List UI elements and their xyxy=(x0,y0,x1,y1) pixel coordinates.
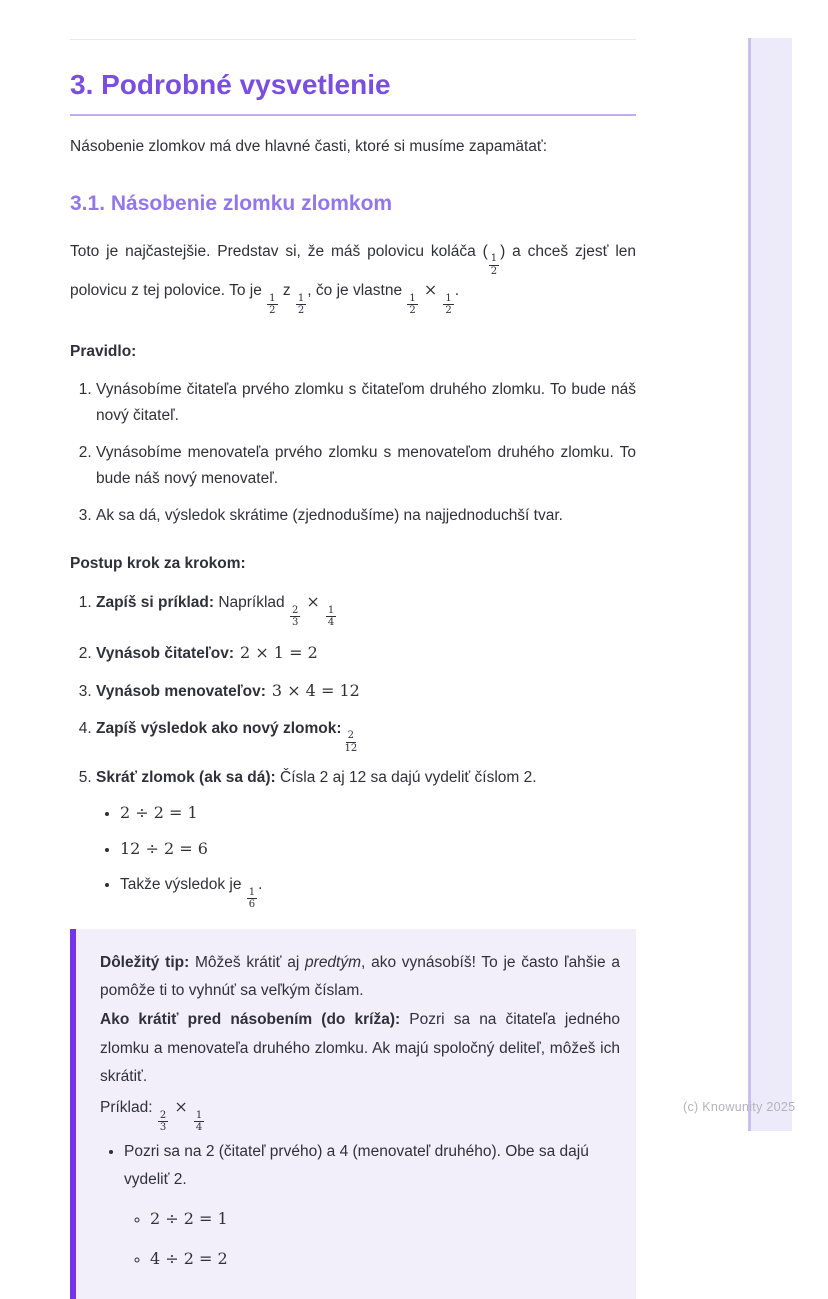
text-run: z xyxy=(278,282,295,300)
watermark: (c) Knowunity 2025 xyxy=(683,1100,796,1114)
tip-paragraph xyxy=(100,1006,620,1092)
text-run: Vynásobíme čitateľa prvého zlomku s čitateľom druhého zlomku. To bude náš nový čitateľ. xyxy=(96,380,636,424)
text-run: Vynásobíme menovateľa prvého zlomku s menovateľom druhého zlomku. To bude náš nový menovateľ. xyxy=(96,443,636,488)
top-divider xyxy=(70,39,636,40)
step-label: Vynásob čitateľov: xyxy=(96,644,235,662)
list-item xyxy=(120,872,636,911)
tip-example-line xyxy=(100,1092,620,1134)
fraction-one-half: $\frac{1}{2}$ xyxy=(490,253,498,277)
math-expression: 3 × 4 = 12 xyxy=(271,680,360,700)
list-item xyxy=(150,1244,620,1275)
step-label: Zapíš výsledok ako nový zlomok: xyxy=(96,719,342,737)
fraction-one-half: $\frac{1}{2}$ xyxy=(409,292,416,317)
text-run: Môžeš krátiť aj xyxy=(189,953,306,971)
text-run: Napríklad xyxy=(214,594,289,612)
math-expression: 12 ÷ 2 = 6 xyxy=(120,839,208,859)
steps-label: Postup krok za krokom: xyxy=(70,555,246,573)
tip-label: Ako krátiť pred násobením (do kríža): xyxy=(100,1011,401,1029)
fraction-two-thirds: $\frac{2}{3}$ xyxy=(291,604,299,629)
tip-sublist xyxy=(124,1204,620,1274)
step-item xyxy=(96,640,636,667)
text-run: , čo je vlastne xyxy=(307,282,407,300)
page-title: 3. Podrobné vysvetlenie xyxy=(70,68,636,116)
fraction-one-quarter: $\frac{1}{4}$ xyxy=(327,604,335,629)
step-item xyxy=(96,678,636,705)
step5-sublist xyxy=(96,800,636,911)
rules-list xyxy=(70,377,636,529)
times-sign: × xyxy=(418,280,443,300)
math-expression: 2 ÷ 2 = 1 xyxy=(120,803,198,823)
text-run: Ak sa dá, výsledok skrátime (zjednodušíme) na najjednoduchší tvar. xyxy=(96,507,563,525)
times-sign: × xyxy=(301,592,325,612)
fraction-one-half: $\frac{1}{2}$ xyxy=(445,292,452,317)
rule-label: Pravidlo: xyxy=(70,342,137,360)
text-run: Toto je najčastejšie. Predstav si, že máš polovicu koláča ( xyxy=(70,242,488,260)
times-sign: × xyxy=(169,1097,193,1117)
text-run: . xyxy=(454,282,460,300)
text-run: Takže výsledok je xyxy=(120,876,246,894)
tip-paragraph xyxy=(100,949,620,1006)
step-label: Zapíš si príklad: xyxy=(96,594,215,612)
math-expression: 4 ÷ 2 = 2 xyxy=(150,1248,228,1268)
section-title: 3.1. Násobenie zlomku zlomkom xyxy=(70,191,393,215)
steps-list xyxy=(70,589,636,911)
list-item xyxy=(96,440,636,492)
tip-label: Dôležitý tip: xyxy=(100,953,190,971)
math-expression: 2 × 1 = 2 xyxy=(240,642,318,662)
intro-paragraph: Násobenie zlomkov má dve hlavné časti, ktoré si musíme zapamätať: xyxy=(70,137,548,155)
math-expression: 2 ÷ 2 = 1 xyxy=(150,1208,228,1228)
list-item xyxy=(120,800,636,827)
document-page xyxy=(70,0,636,1299)
text-run: , ako vynásobíš! To je často ľahšie a pomôže ti to vyhnúť sa veľkým číslam. xyxy=(100,953,620,1000)
text-run: Čísla 2 aj 12 sa dajú vydeliť číslom 2. xyxy=(275,769,537,787)
side-page-strip xyxy=(748,38,792,1131)
list-item xyxy=(150,1204,620,1235)
list-item xyxy=(96,377,636,429)
fraction-two-twelfths: $\frac{2}{12}$ xyxy=(344,730,358,754)
fraction-one-half: $\frac{1}{2}$ xyxy=(297,292,305,317)
text-run: . xyxy=(258,876,263,894)
step-item xyxy=(96,716,636,755)
fraction-one-quarter: $\frac{1}{4}$ xyxy=(195,1109,203,1134)
emphasized-text: predtým xyxy=(305,953,362,971)
lead-paragraph xyxy=(70,239,636,317)
list-item xyxy=(96,503,636,529)
text-run: Pozri sa na 2 (čitateľ prvého) a 4 (menovateľ druhého). Obe sa dajú vydeliť 2. xyxy=(124,1142,589,1189)
step-item xyxy=(96,589,636,629)
step-label: Vynásob menovateľov: xyxy=(96,682,266,700)
text-run: Príklad: xyxy=(100,1099,157,1117)
text-run: ) a chceš zjesť len polovicu z tej polovice. To je xyxy=(70,242,637,300)
list-item xyxy=(124,1138,620,1275)
fraction-one-half: $\frac{1}{2}$ xyxy=(269,292,276,317)
text-run: Pozri sa na čitateľa jedného zlomku a menovateľa druhého zlomku. Ak majú spoločný deliteľ, môžeš ich skrátiť. xyxy=(100,1011,621,1086)
step-label: Skráť zlomok (ak sa dá): xyxy=(96,769,276,787)
tip-bullet-list xyxy=(100,1138,620,1275)
fraction-two-thirds: $\frac{2}{3}$ xyxy=(159,1109,167,1134)
list-item xyxy=(120,836,636,863)
tip-callout xyxy=(70,929,636,1299)
step-item xyxy=(96,765,636,911)
fraction-one-sixth: $\frac{1}{6}$ xyxy=(248,886,256,911)
